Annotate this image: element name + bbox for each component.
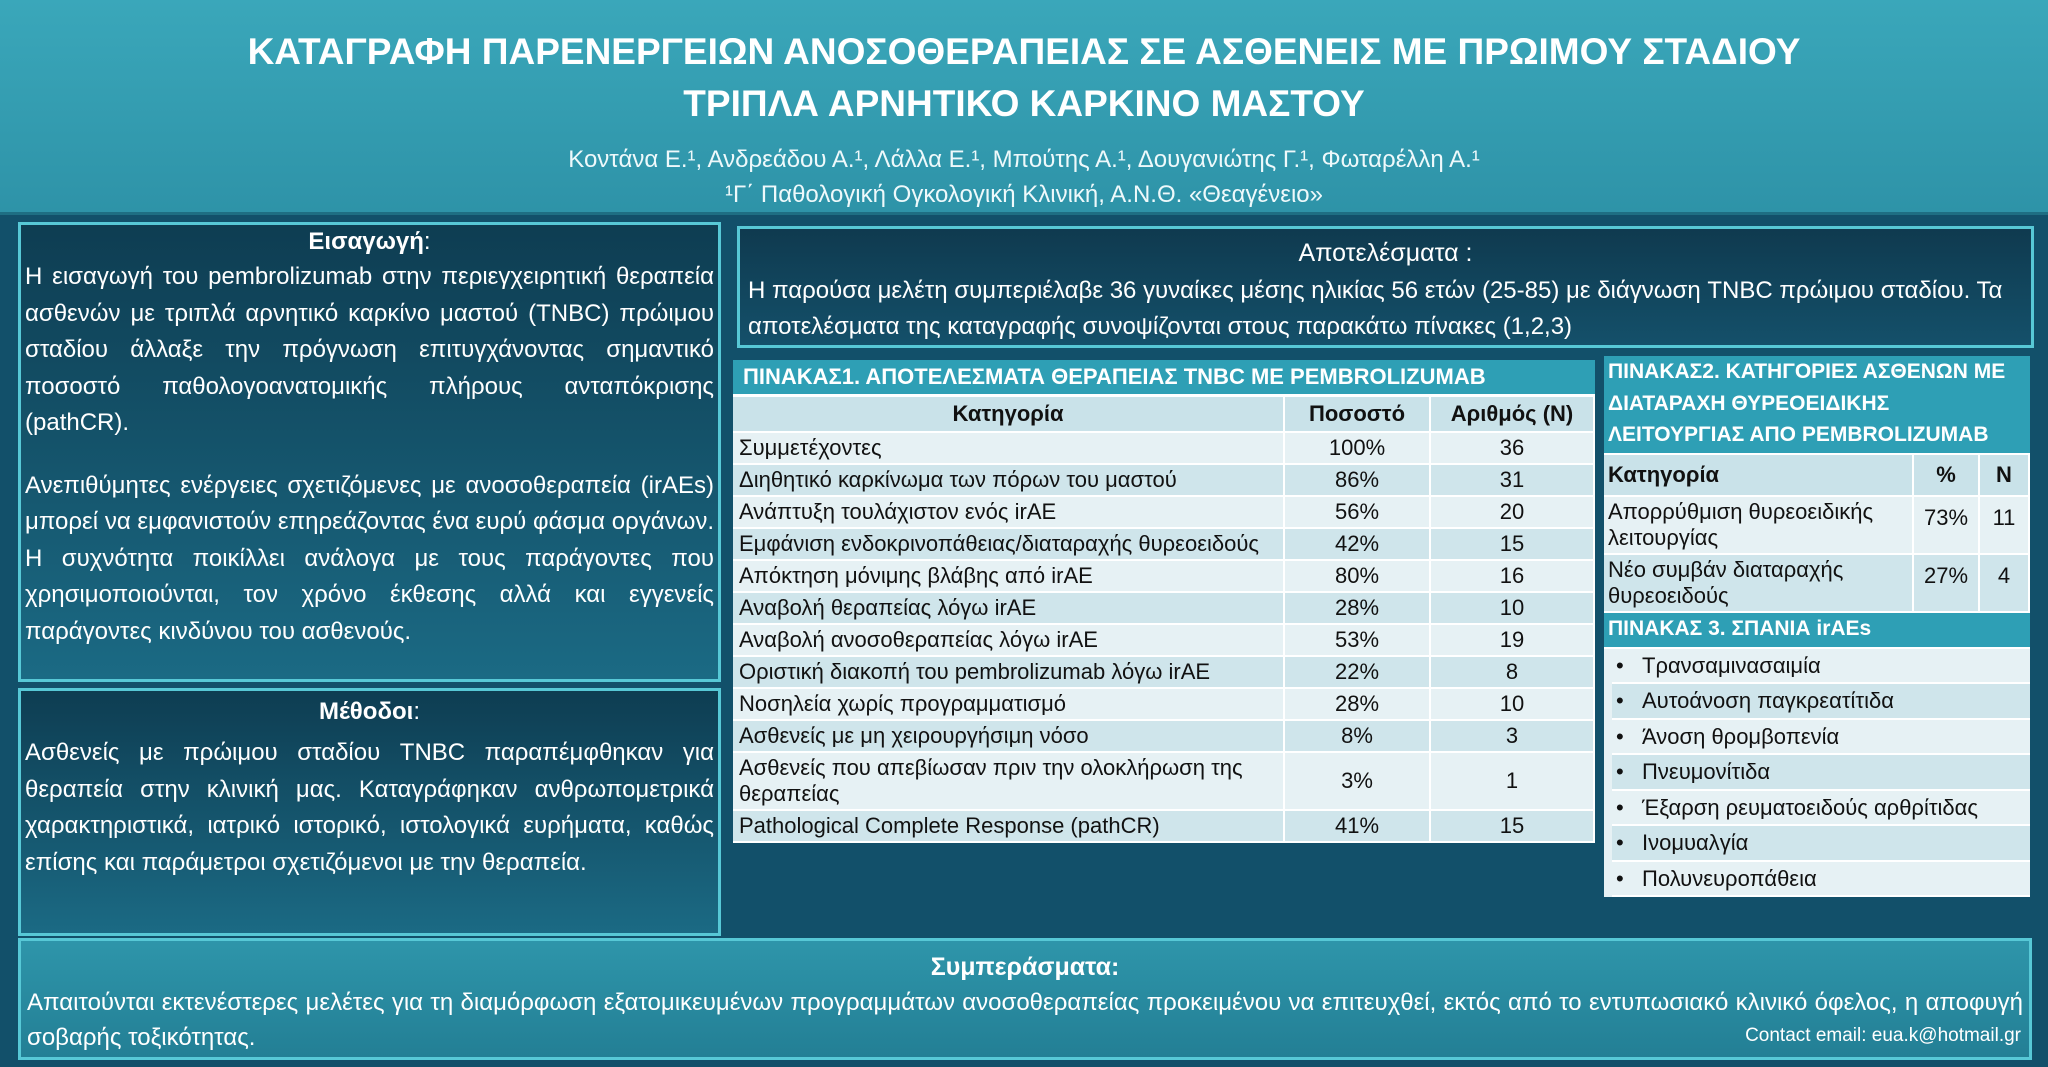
list-item xyxy=(1612,649,2030,685)
table-1-cell-percent: 86% xyxy=(1284,464,1430,496)
title-line-2: ΤΡΙΠΛΑ ΑΡΝΗΤΙΚΟ ΚΑΡΚΙΝΟ ΜΑΣΤΟΥ xyxy=(683,83,1365,124)
table-1-cell-percent: 53% xyxy=(1284,624,1430,656)
table-3-list xyxy=(1604,649,2030,898)
table-1-cell-category: Συμμετέχοντες xyxy=(733,432,1284,464)
table-1-cell-percent: 42% xyxy=(1284,528,1430,560)
table-2-cell-category: Απορρύθμιση θυρεοειδικής λειτουργίας xyxy=(1604,496,1913,554)
table-1-cell-count: 15 xyxy=(1430,810,1594,842)
table-2-header-category: Κατηγορία xyxy=(1604,455,1913,496)
table-1-cell-percent: 41% xyxy=(1284,810,1430,842)
table-2-caption: ΠΙΝΑΚΑΣ2. ΚΑΤΗΓΟΡΙΕΣ ΑΣΘΕΝΩΝ ΜΕ ΔΙΑΤΑΡΑΧΗ ΘΥΡΕΟΕΙΔΙΚΗΣ ΛΕΙΤΟΥΡΓΙΑΣ ΑΠΟ PEMBROLIZUMAB xyxy=(1604,356,2030,455)
conclusion-text: Απαιτούνται εκτενέστερες μελέτες για τη διαμόρφωση εξατομικευμένων προγραμμάτων ανοσοθεραπείας προκειμένου να επιτευχθεί, εκτός από το εντυπωσιακό κλινικό όφελος, η αποφυγή σοβαρής τοξικότητας. xyxy=(27,989,2023,1051)
rare-irae-label: Άνοση θρομβοπενία xyxy=(1642,723,1840,749)
table-2-cell-category: Νέο συμβάν διαταραχής θυρεοειδούς xyxy=(1604,554,1913,612)
list-item xyxy=(1612,826,2030,862)
table-1-cell-category: Αναβολή θεραπείας λόγω irAE xyxy=(733,592,1284,624)
table-row xyxy=(733,592,1594,624)
methods-panel xyxy=(18,688,721,936)
intro-panel xyxy=(18,222,721,682)
table-2-cell-count: 11 xyxy=(1979,496,2029,554)
table-1-cell-count: 31 xyxy=(1430,464,1594,496)
table-1-cell-category: Ασθενείς με μη χειρουργήσιμη νόσο xyxy=(733,720,1284,752)
list-item xyxy=(1612,720,2030,756)
table-row xyxy=(733,496,1594,528)
table-1-cell-percent: 3% xyxy=(1284,752,1430,810)
poster-title xyxy=(0,26,2048,130)
table-2-header-percent: % xyxy=(1913,455,1979,496)
methods-title xyxy=(21,695,718,729)
title-line-1: ΚΑΤΑΓΡΑΦΗ ΠΑΡΕΝΕΡΓΕΙΩΝ ΑΝΟΣΟΘΕΡΑΠΕΙΑΣ ΣΕ ΑΣΘΕΝΕΙΣ ΜΕ ΠΡΩΙΜΟΥ ΣΤΑΔΙΟΥ xyxy=(247,31,1801,72)
intro-title-text: Εισαγωγή xyxy=(308,228,424,255)
table-1-cell-count: 16 xyxy=(1430,560,1594,592)
methods-title-colon: : xyxy=(413,698,420,725)
intro-title-colon: : xyxy=(423,228,431,255)
table-2-header-count: N xyxy=(1979,455,2029,496)
table-row xyxy=(733,688,1594,720)
intro-paragraph-1: Η εισαγωγή του pembrolizumab στην περιεγχειρητική θεραπεία ασθενών με τριπλά αρνητικό καρκίνο μαστού (TNBC) πρώιμου σταδίου άλλαξε την πρόγνωση επιτυγχάνοντας σημαντικό ποσοστό παθολογοανατομικής πλήρους ανταπόκρισης (pathCR). xyxy=(25,263,714,436)
table-row xyxy=(733,528,1594,560)
table-1-cell-count: 36 xyxy=(1430,432,1594,464)
conclusion-title-text: Συμπεράσματα xyxy=(930,953,1111,981)
table-1-caption: ΠΙΝΑΚΑΣ1. ΑΠΟΤΕΛΕΣΜΑΤΑ ΘΕΡΑΠΕΙΑΣ TNBC ΜΕ PEMBROLIZUMAB xyxy=(733,360,1595,397)
table-1-cell-category: Pathological Complete Response (pathCR) xyxy=(733,810,1284,842)
table-1-cell-count: 10 xyxy=(1430,592,1594,624)
table-row xyxy=(733,624,1594,656)
rare-irae-label: Έξαρση ρευματοειδούς αρθρίτιδας xyxy=(1642,794,1978,820)
table-1 xyxy=(733,360,1595,843)
table-1-cell-category: Διηθητικό καρκίνωμα των πόρων του μαστού xyxy=(733,464,1284,496)
bullet-icon: • xyxy=(1616,723,1624,749)
table-row xyxy=(1604,496,2029,554)
table-1-cell-category: Ασθενείς που απεβίωσαν πριν την ολοκλήρωση της θεραπείας xyxy=(733,752,1284,810)
conclusion-title-colon: : xyxy=(1110,953,1120,981)
bullet-icon: • xyxy=(1616,688,1624,713)
table-1-cell-count: 19 xyxy=(1430,624,1594,656)
list-item xyxy=(1612,755,2030,791)
table-1-cell-count: 3 xyxy=(1430,720,1594,752)
list-item xyxy=(1612,684,2030,720)
table-row xyxy=(733,720,1594,752)
results-title: Αποτελέσματα : xyxy=(1298,239,1473,267)
list-item xyxy=(1612,862,2030,898)
bullet-icon: • xyxy=(1616,652,1624,678)
intro-title xyxy=(21,225,718,259)
table-row xyxy=(733,656,1594,688)
table-1-cell-percent: 22% xyxy=(1284,656,1430,688)
list-item xyxy=(1612,791,2030,827)
conclusion-panel xyxy=(18,938,2032,1060)
table-1-header-row xyxy=(733,397,1594,432)
table-1-cell-percent: 80% xyxy=(1284,560,1430,592)
table-1-cell-count: 10 xyxy=(1430,688,1594,720)
table-2-grid xyxy=(1604,455,2030,613)
table-row xyxy=(733,464,1594,496)
affiliation: ¹Γ΄ Παθολογική Ογκολογική Κλινική, Α.Ν.Θ. «Θεαγένειο» xyxy=(725,181,1323,208)
table-1-header-percent: Ποσοστό xyxy=(1284,397,1430,432)
table-3-caption: ΠΙΝΑΚΑΣ 3. ΣΠΑΝΙΑ irAEs xyxy=(1604,613,2030,649)
table-1-cell-count: 8 xyxy=(1430,656,1594,688)
table-2-header-row xyxy=(1604,455,2029,496)
table-1-cell-count: 1 xyxy=(1430,752,1594,810)
intro-paragraph-2: Ανεπιθύμητες ενέργειες σχετιζόμενες με ανοσοθεραπεία (irAEs) μπορεί να εμφανιστούν επηρεάζοντας ένα ευρύ φάσμα οργάνων. Η συχνότητα ποικίλλει ανάλογα με τους παράγοντες που χρησιμοποιούνται, τον χρόνο έκθεσης αλλά και εγγενείς παράγοντες κινδύνου του ασθενούς. xyxy=(25,471,714,645)
rare-irae-label: Ινομυαλγία xyxy=(1642,830,1749,855)
table-1-cell-category: Αναβολή ανοσοθεραπείας λόγω irAE xyxy=(733,624,1284,656)
results-panel xyxy=(737,226,2034,348)
authors: Κοντάνα Ε.¹, Ανδρεάδου Α.¹, Λάλλα Ε.¹, Μπούτης Α.¹, Δουγανιώτης Γ.¹, Φωταρέλλη Α.¹ xyxy=(568,146,1480,173)
table-1-grid xyxy=(733,397,1595,843)
table-1-header-category: Κατηγορία xyxy=(733,397,1284,432)
table-1-cell-percent: 100% xyxy=(1284,432,1430,464)
bullet-icon: • xyxy=(1616,830,1624,855)
results-text: Η παρούσα μελέτη συμπεριέλαβε 36 γυναίκες μέσης ηλικίας 56 ετών (25-85) με διάγνωση TNBC πρώιμου σταδίου. Τα αποτελέσματα της καταγραφής συνοψίζονται στους παρακάτω πίνακες (1,2,3) xyxy=(748,277,2003,340)
table-2-cell-count: 4 xyxy=(1979,554,2029,612)
table-1-cell-category: Απόκτηση μόνιμης βλάβης από irAE xyxy=(733,560,1284,592)
table-1-header-count: Αριθμός (N) xyxy=(1430,397,1594,432)
table-1-cell-percent: 28% xyxy=(1284,688,1430,720)
table-1-cell-percent: 28% xyxy=(1284,592,1430,624)
table-row xyxy=(733,560,1594,592)
bullet-icon: • xyxy=(1616,759,1624,784)
rare-irae-label: Τρανσαμινασαιμία xyxy=(1642,652,1821,678)
contact-email: Contact email: eua.k@hotmail.gr xyxy=(1745,1025,2021,1046)
rare-irae-label: Πολυνευροπάθεια xyxy=(1642,865,1817,891)
poster-header xyxy=(0,0,2048,215)
table-row xyxy=(733,432,1594,464)
table-2-cell-percent: 73% xyxy=(1913,496,1979,554)
table-1-cell-count: 15 xyxy=(1430,528,1594,560)
rare-irae-label: Αυτοάνοση παγκρεατίτιδα xyxy=(1642,688,1894,713)
bullet-icon: • xyxy=(1616,865,1624,891)
authors-block xyxy=(0,142,2048,212)
table-1-cell-category: Οριστική διακοπή του pembrolizumab λόγω irAE xyxy=(733,656,1284,688)
methods-title-text: Μέθοδοι xyxy=(318,698,414,725)
table-1-cell-category: Νοσηλεία χωρίς προγραμματισμό xyxy=(733,688,1284,720)
rare-irae-label: Πνευμονίτιδα xyxy=(1642,759,1771,784)
table-row xyxy=(733,810,1594,842)
table-1-cell-count: 20 xyxy=(1430,496,1594,528)
conclusion-title xyxy=(21,949,2029,985)
table-1-cell-category: Ανάπτυξη τουλάχιστον ενός irAE xyxy=(733,496,1284,528)
table-row xyxy=(1604,554,2029,612)
tables-2-3-column xyxy=(1604,356,2030,897)
table-2-cell-percent: 27% xyxy=(1913,554,1979,612)
table-1-cell-percent: 56% xyxy=(1284,496,1430,528)
bullet-icon: • xyxy=(1616,794,1624,820)
table-row xyxy=(733,752,1594,810)
methods-text: Ασθενείς με πρώιμου σταδίου TNBC παραπέμφθηκαν για θεραπεία στην κλινική μας. Καταγράφηκαν ανθρωπομετρικά χαρακτηριστικά, ιατρικό ιστορικό, ιστολογικά ευρήματα, καθώς επίσης και παράμετροι σχετιζόμενοι με την θεραπεία. xyxy=(25,739,714,876)
table-1-cell-percent: 8% xyxy=(1284,720,1430,752)
table-1-cell-category: Εμφάνιση ενδοκρινοπάθειας/διαταραχής θυρεοειδούς xyxy=(733,528,1284,560)
